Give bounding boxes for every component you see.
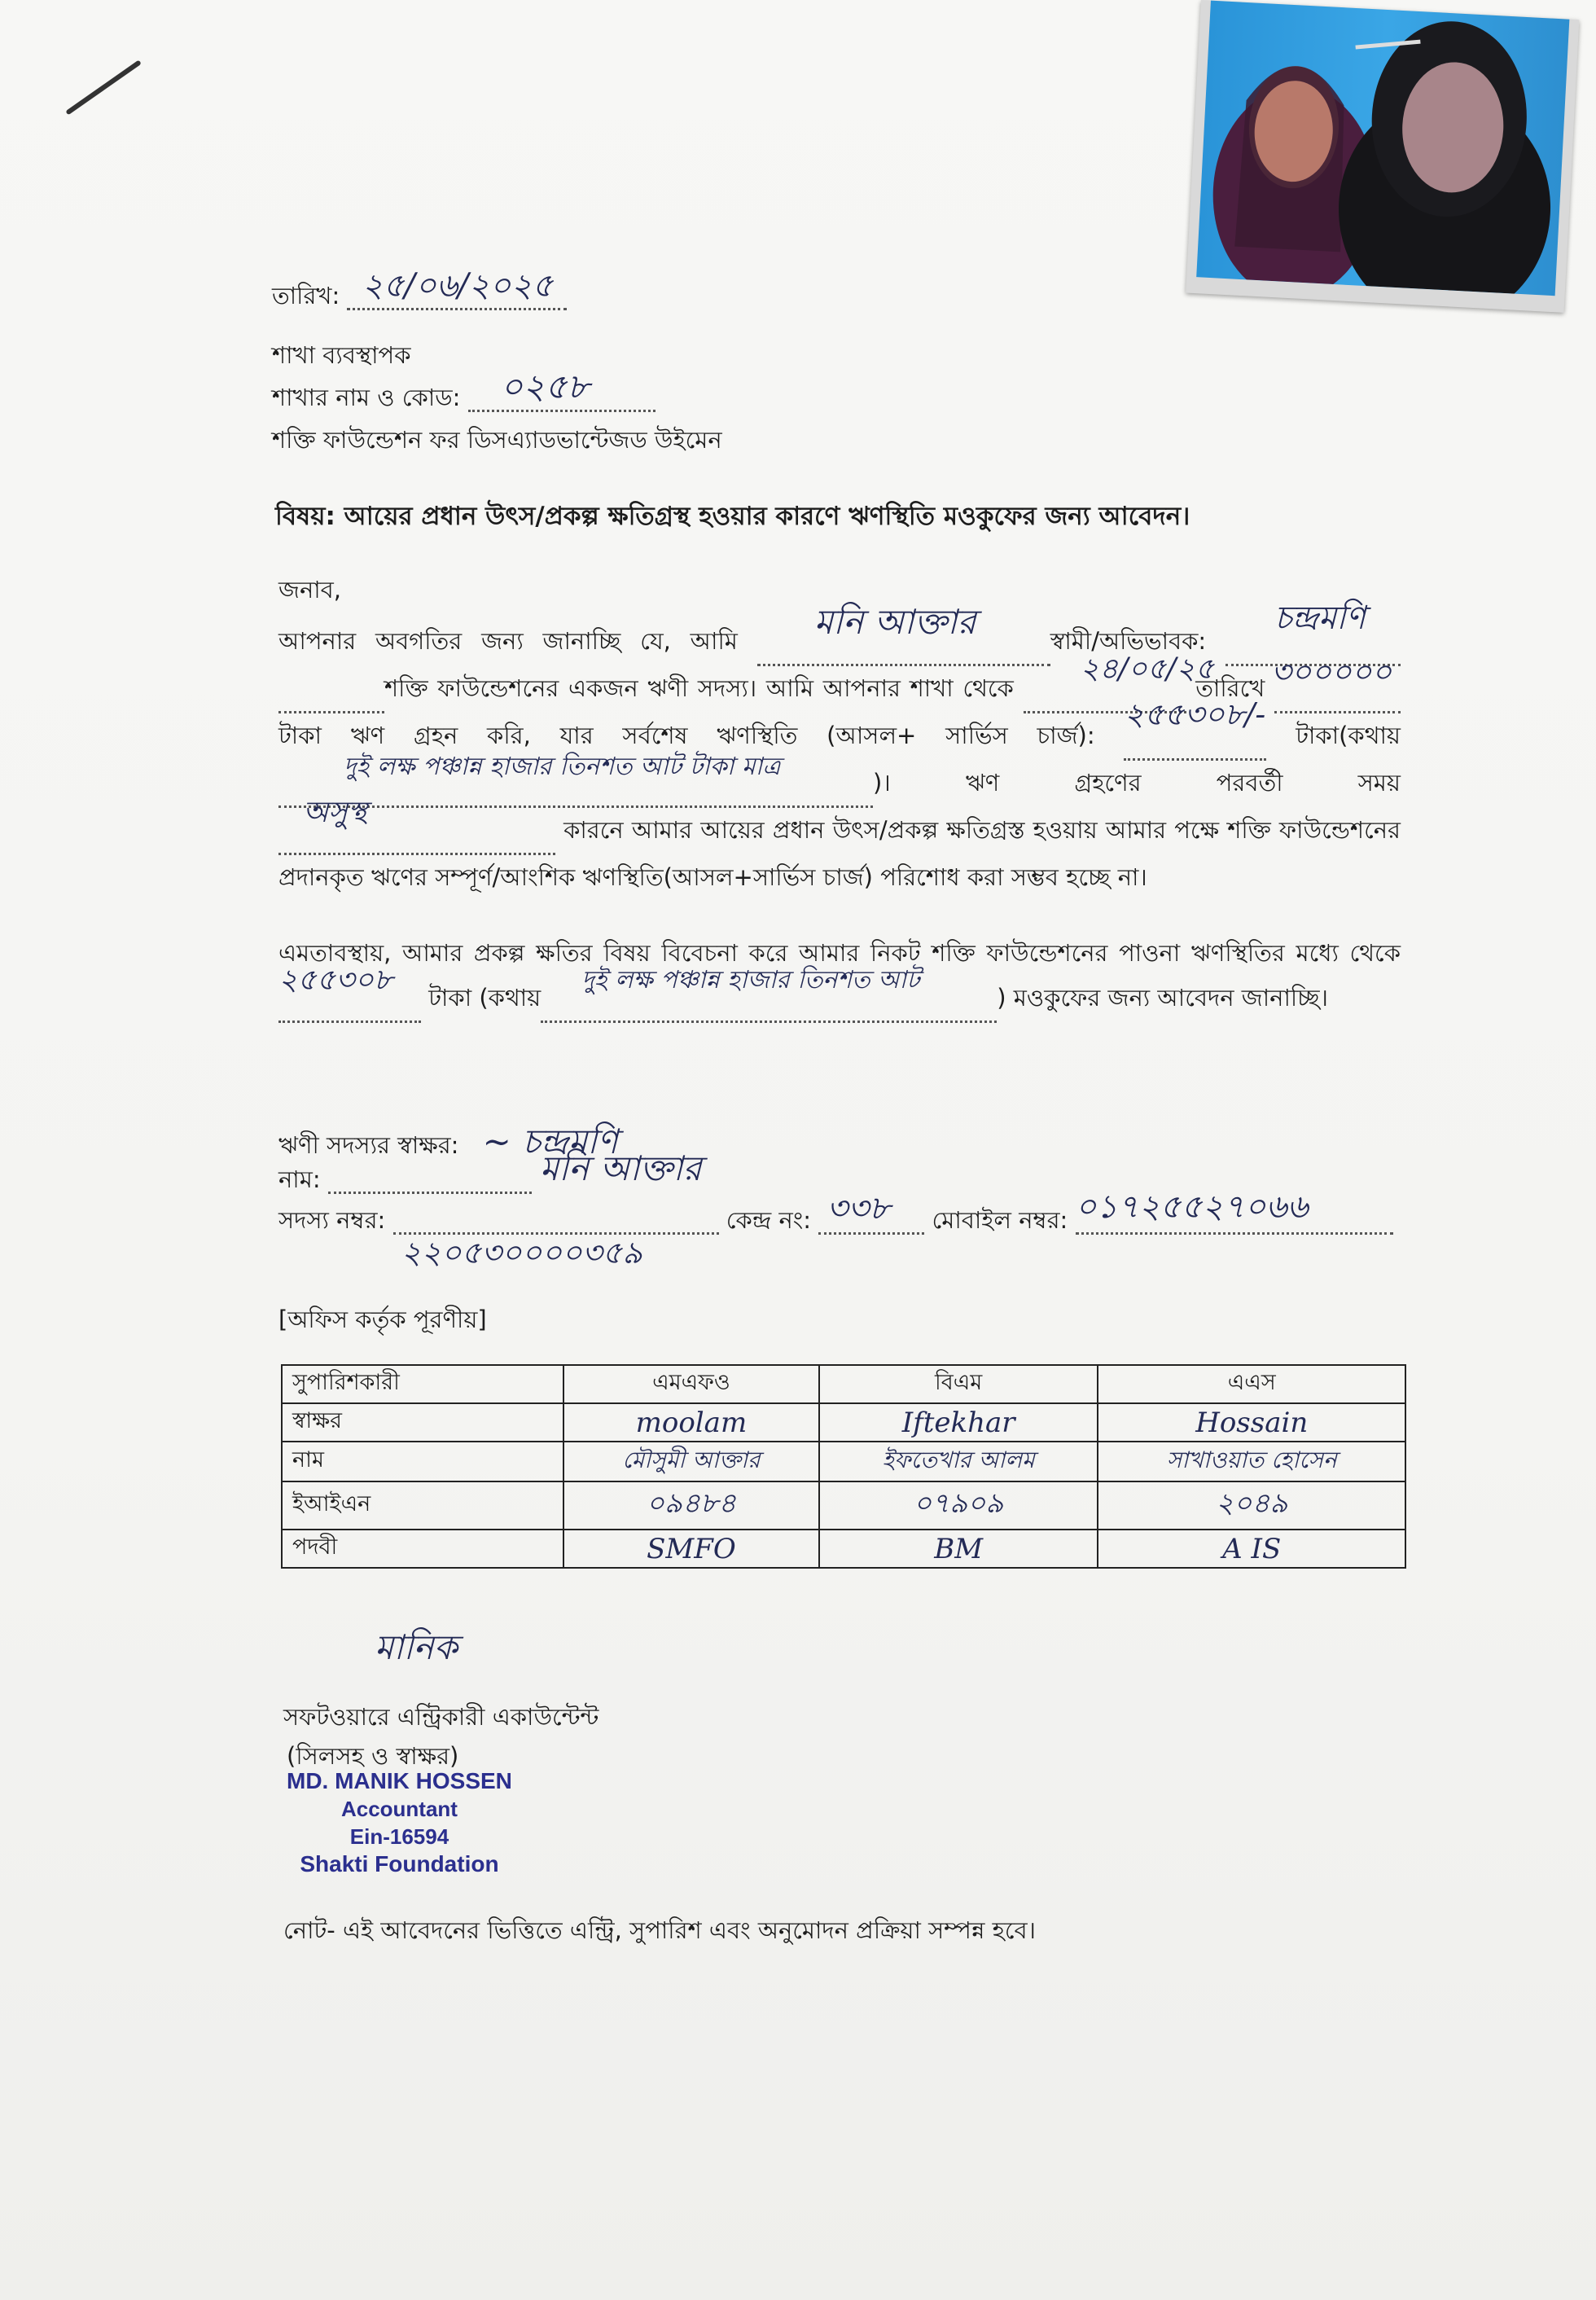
para1-text-2: স্বামী/অভিভাবক: <box>1050 627 1207 655</box>
bm-designation: BM <box>934 1532 984 1565</box>
date-row <box>272 267 567 310</box>
paragraph-2 <box>278 931 1401 1023</box>
member-name: মনি আক্তার <box>539 1148 702 1189</box>
mfo-name: মৌসুমী আক্তার <box>622 1446 761 1473</box>
address-line1: শাখা ব্যবস্থাপক <box>272 341 411 369</box>
table-header-row <box>282 1365 1405 1403</box>
mfo-signature: moolam <box>635 1406 748 1439</box>
para1-text-4: তারিখে <box>1195 674 1265 702</box>
member-number-row <box>278 1188 1393 1271</box>
bm-ein: ০৭৯০৯ <box>913 1487 1004 1520</box>
member-sign-label: ঋণী সদস্যর স্বাক্ষর: <box>278 1131 459 1159</box>
mobile-label: মোবাইল নম্বর: <box>932 1206 1068 1234</box>
para1-text-8: কারনে আমার আয়ের প্রধান উৎস/প্রকল্প ক্ষতিগ্রস্ত হওয়ায় আমার পক্ষে শক্তি ফাউন্ডেশনের প্রদানকৃত ঋণের সম্পূর্ণ/আংশিক ঋণস্থিতি(আসল+সার্ভিস চার্জ) পরিশোধ করা সম্ভব হচ্ছে না। <box>278 816 1401 891</box>
branch-label: শাখার নাম ও কোড: <box>272 384 461 411</box>
mfo-designation: SMFO <box>647 1532 736 1565</box>
bm-signature: Iftekhar <box>901 1406 1015 1439</box>
member-name-row <box>278 1148 702 1194</box>
member-name-label: নাম: <box>278 1165 321 1193</box>
table-row <box>282 1530 1405 1568</box>
col-bm: বিএম <box>819 1365 1098 1403</box>
mfo-ein: ০৯৪৮৪ <box>646 1487 737 1520</box>
office-heading: [অফিস কর্তৃক পূরণীয়] <box>278 1306 487 1333</box>
para1-guardian: চন্দ্রমণি <box>1274 599 1366 637</box>
para1-text-5: টাকা ঋণ গ্রহন করি, যার সর্বশেষ ঋণস্থিতি (আসল+ সার্ভিস চার্জ): <box>278 722 1095 749</box>
row-label-name: নাম <box>282 1442 563 1481</box>
table-row <box>282 1442 1405 1481</box>
para1-text-7: )। ঋণ গ্রহণের পরবর্তী সময় <box>873 769 1401 797</box>
as-ein: ২০৪৯ <box>1216 1487 1288 1520</box>
stamp-ein: Ein-16594 <box>349 1824 449 1849</box>
row-label-signature: স্বাক্ষর <box>282 1403 563 1442</box>
para2-words: দুই লক্ষ পঞ্চান্ন হাজার তিনশত আট <box>581 966 920 994</box>
branch-value: ০২৫৮ <box>500 367 590 407</box>
para1-amount: ৩০০০০০ <box>1271 654 1392 690</box>
para1-balance: ২৫৫৩০৮/- <box>1124 696 1266 732</box>
center-number: ৩৩৮ <box>826 1190 891 1228</box>
para1-text-3: শক্তি ফাউন্ডেশনের একজন ঋণী সদস্য। আমি আপনার শাখা থেকে <box>384 674 1014 702</box>
para1-name: মনি আক্তার <box>813 602 976 642</box>
bm-name: ইফতেখার আলম <box>882 1446 1035 1473</box>
paragraph-1 <box>278 599 1401 900</box>
para1-text-6: টাকা(কথায় <box>1296 722 1401 749</box>
center-label: কেন্দ্র নং: <box>726 1206 812 1234</box>
para1-reason: অসুস্থ <box>303 796 367 829</box>
para1-words: দুই লক্ষ পঞ্চান্ন হাজার তিনশত আট টাকা মাত্র <box>344 753 781 781</box>
row-label-ein: ইআইএন <box>282 1481 563 1530</box>
stamp-title: Accountant <box>340 1797 458 1821</box>
mobile-number: ০১৭২৫৫২৭০৬৬ <box>1075 1188 1309 1227</box>
stamp-name: MD. MANIK HOSSEN <box>287 1768 512 1793</box>
org-name: শক্তি ফাউন্ডেশন ফর ডিসএ্যাডভান্টেজড উইমেন <box>272 426 722 454</box>
as-name: সাখাওয়াত হোসেন <box>1166 1446 1337 1473</box>
member-photo <box>1186 0 1579 313</box>
subject-line: বিষয়: আয়ের প্রধান উৎস/প্রকল্প ক্ষতিগ্রস্থ হওয়ার কারণে ঋণস্থিতি মওকুফের জন্য আবেদন। <box>275 502 1190 531</box>
col-mfo: এমএফও <box>563 1365 819 1403</box>
accountant-stamp <box>287 1767 512 1878</box>
para1-loan-date: ২৪/০৫/২৫ <box>1080 652 1215 686</box>
date-value: ২৫/০৬/২০২৫ <box>362 267 554 305</box>
as-designation: A IS <box>1222 1532 1282 1565</box>
member-number: ২২০৫৩০০০০৩৫৯ <box>401 1235 642 1271</box>
row-label-designation: পদবী <box>282 1530 563 1568</box>
pen-mark <box>65 59 142 115</box>
table-row <box>282 1481 1405 1530</box>
date-label: তারিখ: <box>272 282 340 309</box>
member-signature: ~ চন্দ্রমণি <box>482 1121 618 1161</box>
col-as: এএস <box>1098 1365 1405 1403</box>
col-recommender: সুপারিশকারী <box>282 1365 563 1403</box>
salutation: জনাব, <box>278 576 342 604</box>
as-signature: Hossain <box>1195 1406 1309 1439</box>
accountant-line2: (সিলসহ ও স্বাক্ষর) <box>287 1742 459 1770</box>
para2-text-2: টাকা (কথায় <box>428 984 542 1012</box>
para1-text-1: আপনার অবগতির জন্য জানাচ্ছি যে, আমি <box>278 627 738 655</box>
para2-text-1: এমতাবস্থায়, আমার প্রকল্প ক্ষতির বিষয় বিবেচনা করে আমার নিকট শক্তি ফাউন্ডেশনের পাওনা ঋণস্থিতির মধ্যে থেকে <box>278 939 1401 967</box>
accountant-line1: সফটওয়ারে এন্ট্রিকারী একাউন্টেন্ট <box>283 1703 599 1731</box>
para2-amount: ২৫৫৩০৮ <box>278 963 393 997</box>
branch-row <box>272 367 656 412</box>
stamp-org: Shakti Foundation <box>300 1851 499 1876</box>
para2-text-3: ) মওকুফের জন্য আবেদন জানাচ্ছি। <box>997 984 1328 1012</box>
table-row <box>282 1403 1405 1442</box>
accountant-signature: মানিক <box>375 1627 458 1667</box>
member-number-label: সদস্য নম্বর: <box>278 1206 386 1234</box>
photo-image <box>1196 1 1569 296</box>
recommendation-table <box>281 1364 1406 1569</box>
footer-note: নোট- এই আবেদনের ভিত্তিতে এন্ট্রি, সুপারিশ এবং অনুমোদন প্রক্রিয়া সম্পন্ন হবে। <box>283 1916 1037 1944</box>
